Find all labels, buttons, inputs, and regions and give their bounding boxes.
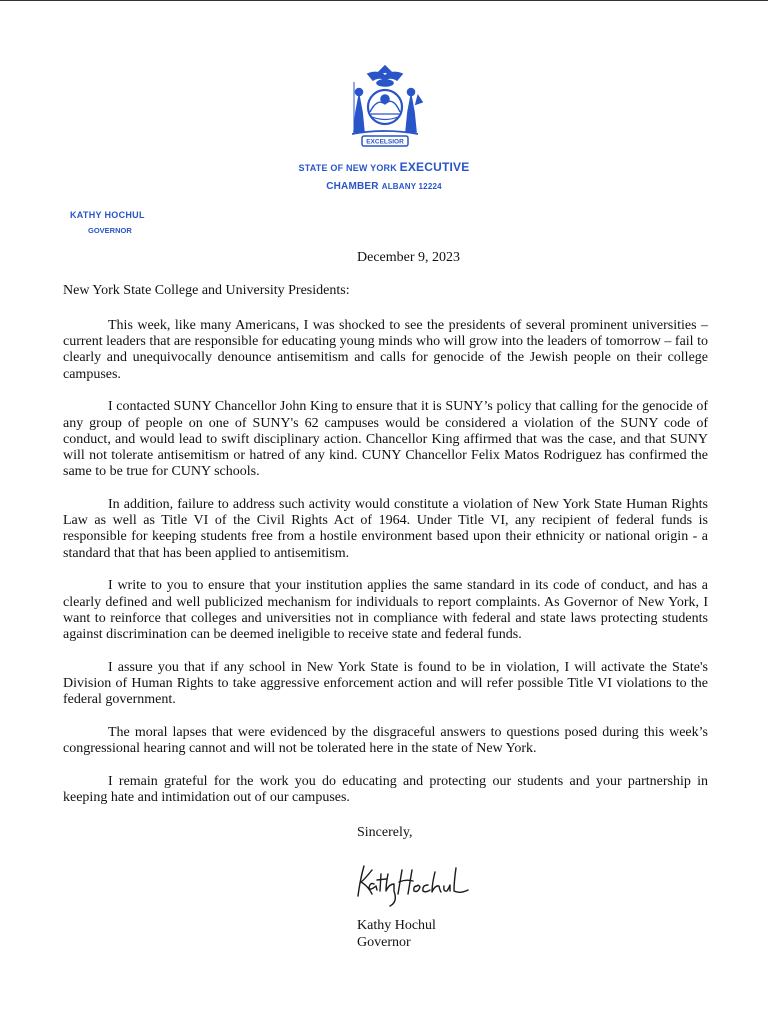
letterhead-executive: EXECUTIVE xyxy=(399,160,470,174)
body-paragraph: I assure you that if any school in New York State is found to be in violation, I will activate the State's Division of Human Rights to take aggressive enforcement action and will refer possible Title VI violations to the federal government. xyxy=(63,659,708,708)
signer-name: Kathy Hochul xyxy=(357,918,436,933)
body-paragraph: I contacted SUNY Chancellor John King to ensure that it is SUNY’s policy that calling for the genocide of any group of people on one of SUNY's 62 campuses would be considered a violation of the SUNY code of conduct, and would lead to swift disciplinary action. Chancellor King affirmed that was the case, and that SUNY will not tolerate antisemitism or hatred of any kind. CUNY Chancellor Felix Matos Rodriguez has confirmed the same to be true for CUNY schools. xyxy=(63,399,708,480)
handwritten-signature xyxy=(350,860,470,908)
seal-motto-banner xyxy=(362,136,408,146)
letter-date: December 9, 2023 xyxy=(357,250,461,265)
body-paragraph: This week, like many Americans, I was shocked to see the presidents of several prominent universities – current leaders that are responsible for educating young minds who will grow into the leaders of tomorrow – fail to clearly and unequivocally denounce antisemitism and calls for genocide of the Jewish people on their college campuses. xyxy=(63,318,708,382)
body-paragraph: I remain grateful for the work you do educating and protecting our students and your partnership in keeping hate and intimidation out of our campuses. xyxy=(63,774,708,806)
page-top-rule xyxy=(0,0,768,1)
seal-motto-text: EXCELSIOR xyxy=(366,138,404,146)
body-paragraph: The moral lapses that were evidenced by the disgraceful answers to questions posed during this week’s congressional hearing cannot and will not be tolerated here in the state of New York. xyxy=(63,725,708,757)
signer-block xyxy=(357,918,436,951)
letter-closing: Sincerely, xyxy=(357,825,413,840)
letter-salutation: New York State College and University Presidents: xyxy=(63,283,350,298)
governor-title-heading: GOVERNOR xyxy=(88,226,132,235)
letterhead-chamber: CHAMBER xyxy=(326,181,379,192)
body-paragraph: I write to you to ensure that your institution applies the same standard in its code of conduct, and has a clearly defined and well publicized mechanism for individuals to report complaints. As Governor of New York, I want to reinforce that colleges and universities not in compliance with federal and state laws protecting students against discrimination can be deemed ineligible to receive state and federal funds. xyxy=(63,578,708,643)
state-seal-icon xyxy=(342,62,428,154)
letter-body xyxy=(63,318,708,823)
letterhead-state: STATE OF NEW YORK xyxy=(298,163,397,173)
governor-name-heading: KATHY HOCHUL xyxy=(70,210,145,220)
signer-title: Governor xyxy=(357,934,411,950)
letterhead-line-1 xyxy=(0,160,768,174)
letterhead-address: ALBANY 12224 xyxy=(381,182,442,191)
body-paragraph: In addition, failure to address such activity would constitute a violation of New York State Human Rights Law as well as Title VI of the Civil Rights Act of 1964. Under Title VI, any recipient of federal funds is responsible for keeping students free from a hostile environment based upon their ethnicity or national origin - a standard that that has been applied to antisemitism. xyxy=(63,497,708,561)
letterhead-line-2 xyxy=(0,181,768,192)
